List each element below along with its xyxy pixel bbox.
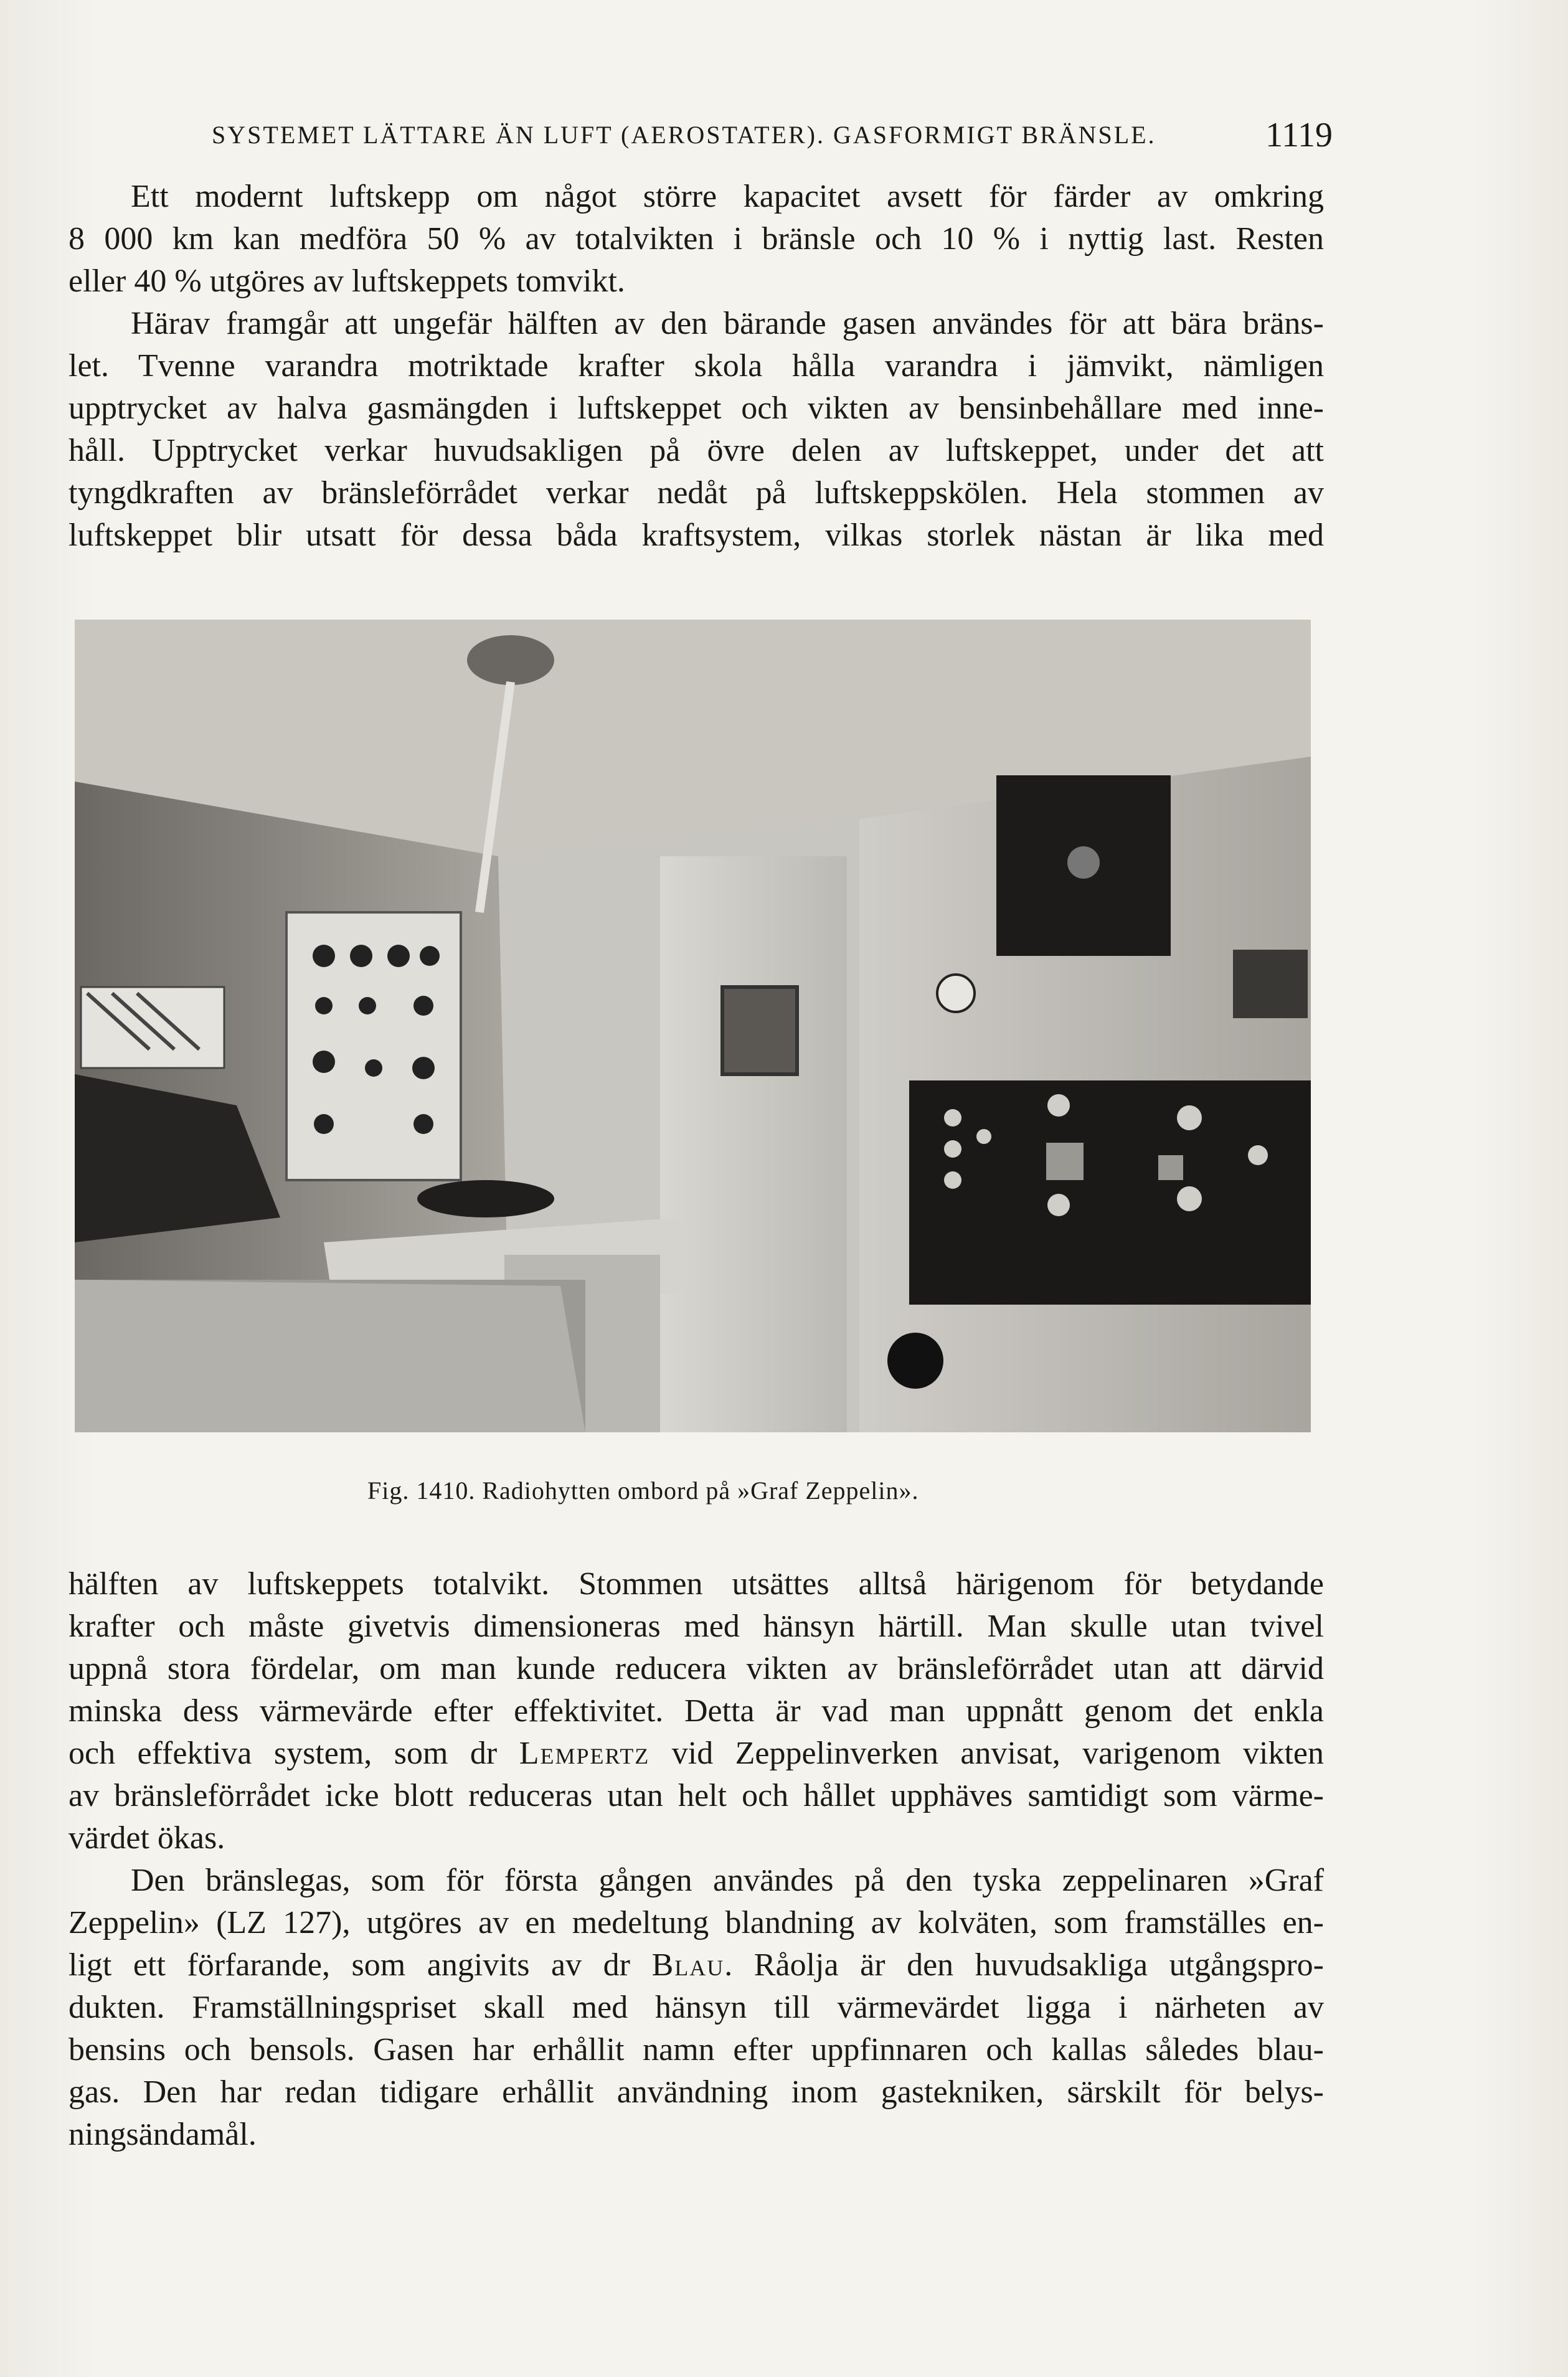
text-line: Zeppelin» (LZ 127), utgöres av en medeltung blandning av kolväten, som framställes en- (68, 1905, 1324, 1940)
text-line: let. Tvenne varandra motriktade krafter skola hålla varandra i jämvikt, nämligen (68, 348, 1324, 384)
text-line: minska dess värmevärde efter effektivitet. Detta är vad man uppnått genom det enkla (68, 1693, 1324, 1729)
text-line: tyngdkraften av bränsleförrådet verkar nedåt på luftskeppskölen. Hela stommen av (68, 475, 1324, 511)
author-name-lempertz: Lempertz (519, 1736, 650, 1771)
text-line: ligt ett förfarande, som angivits av dr Blau. Råolja är den huvudsakliga utgångspro- (68, 1947, 1324, 1983)
text-line: håll. Upptrycket verkar huvudsakligen på övre delen av luftskeppet, under det att (68, 433, 1324, 468)
body-text-bottom (68, 1563, 1324, 2156)
text-line: luftskeppet blir utsatt för dessa båda kraftsystem, vilkas storlek nästan är lika med (68, 517, 1324, 553)
text-line: hälften av luftskeppets totalvikt. Stommen utsättes alltså härigenom för betydande (68, 1566, 1324, 1602)
text-line: Den bränslegas, som för första gången användes på den tyska zeppelinaren »Graf (131, 1863, 1324, 1898)
page-number: 1119 (1265, 116, 1333, 154)
text-line: och effektiva system, som dr Lempertz vid Zeppelinverken anvisat, varigenom vikten (68, 1736, 1324, 1771)
text-line: av bränsleförrådet icke blott reduceras utan helt och hållet upphäves samtidigt som värme- (68, 1778, 1324, 1813)
text-line: krafter och måste givetvis dimensioneras med hänsyn härtill. Man skulle utan tvivel (68, 1609, 1324, 1644)
figure-caption: Fig. 1410. Radiohytten ombord på »Graf Zeppelin». (367, 1477, 919, 1505)
text-line: eller 40 % utgöres av luftskeppets tomvikt. (68, 263, 625, 299)
text-line: dukten. Framställningspriset skall med hänsyn till värmevärdet ligga i närheten av (68, 1990, 1324, 2025)
text-line: ningsändamål. (68, 2117, 257, 2152)
text-line: Härav framgår att ungefär hälften av den bärande gasen användes för att bära bräns- (131, 306, 1324, 341)
running-head (212, 115, 1333, 159)
running-title: SYSTEMET LÄTTARE ÄN LUFT (AEROSTATER). GASFORMIGT BRÄNSLE. (212, 121, 1156, 149)
radio-cabin-photograph (75, 620, 1311, 1432)
photograph-illustration (75, 620, 1311, 1432)
text-line: 8 000 km kan medföra 50 % av totalvikten i bränsle och 10 % i nyttig last. Resten (68, 221, 1324, 257)
body-text-top (68, 176, 1324, 557)
text-line: uppnå stora fördelar, om man kunde reducera vikten av bränsleförrådet utan att därvid (68, 1651, 1324, 1686)
text-line: gas. Den har redan tidigare erhållit användning inom gastekniken, särskilt för belys- (68, 2074, 1324, 2110)
text-line: bensins och bensols. Gasen har erhållit namn efter uppfinnaren och kallas således blau- (68, 2032, 1324, 2067)
text-line: värdet ökas. (68, 1820, 225, 1856)
author-name-blau: Blau (651, 1947, 725, 1983)
text-line: Ett modernt luftskepp om något större kapacitet avsett för färder av omkring (131, 179, 1324, 214)
text-line: upptrycket av halva gasmängden i luftskeppet och vikten av bensinbehållare med inne- (68, 390, 1324, 426)
